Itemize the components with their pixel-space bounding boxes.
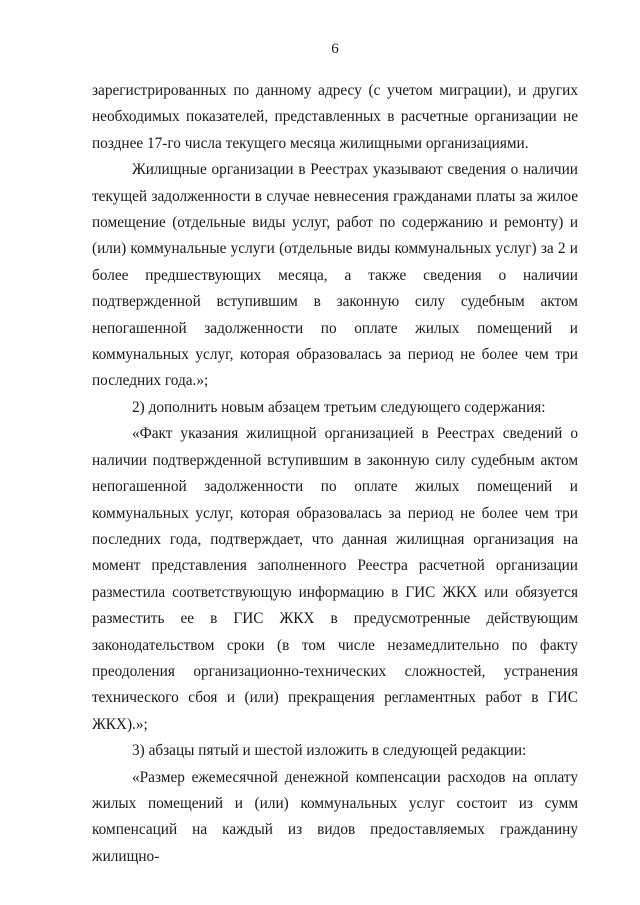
paragraph-fact-indication: «Факт указания жилищной организацией в Реестрах сведений о наличии подтвержденной вступившим в законную силу судебным актом непогашенной задолженности по оплате жилых помещений и коммунальных услуг, которая образовалась за период не более чем три последних года, подтверждает, что данная жилищная организация на момент представления заполненного Реестра расчетной организации разместила соответствующую информацию в ГИС ЖКХ или обязуется разместить ее в ГИС ЖКХ в предусмотренные действующим законодательством сроки (в том числе незамедлительно по факту преодоления организационно-технических сложностей, устранения технического сбоя и (или) прекращения регламентных работ в ГИС ЖКХ).»; [92, 425, 578, 733]
document-body [92, 78, 578, 870]
paragraph-continuation: зарегистрированных по данному адресу (с учетом миграции), и других необходимых показателей, представленных в расчетные организации не позднее 17-го числа текущего месяца жилищными организациями. [92, 82, 578, 152]
paragraph-item-3: 3) абзацы пятый и шестой изложить в следующей редакции: [132, 742, 527, 760]
paragraph-housing-organizations-registers: Жилищные организации в Реестрах указывают сведения о наличии текущей задолженности в случае невнесения гражданами платы за жилое помещение (отдельные виды услуг, работ по содержанию и ремонту) и (или) коммунальные услуги (отдельные виды коммунальных услуг) за 2 и более предшествующих месяца, а также сведения о наличии подтвержденной вступившим в законную силу судебным актом непогашенной задолженности по оплате жилых помещений и коммунальных услуг, которая образовалась за период не более чем три последних года.»; [92, 161, 578, 390]
paragraph-item-2: 2) дополнить новым абзацем третьим следующего содержания: [132, 398, 546, 416]
paragraph-compensation-size: «Размер ежемесячной денежной компенсации расходов на оплату жилых помещений и (или) коммунальных услуг состоит из сумм компенсаций на каждый из видов предоставляемых гражданину жилищно- [92, 768, 578, 865]
page-number: 6 [331, 41, 339, 57]
